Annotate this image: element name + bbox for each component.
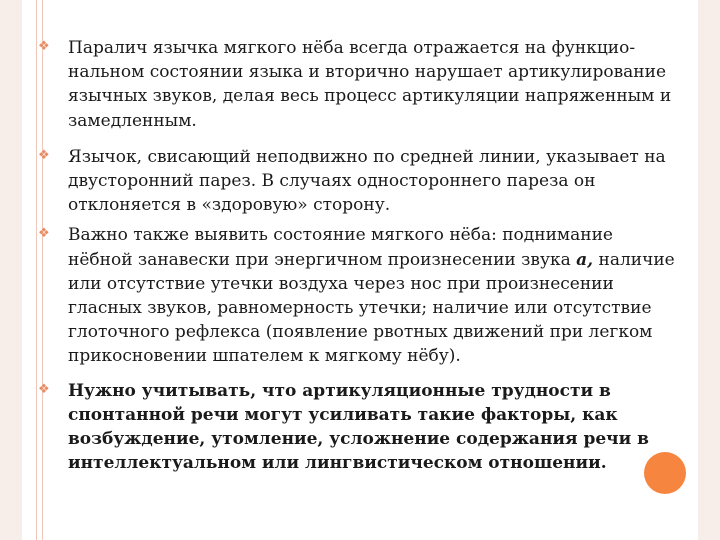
list-item bbox=[38, 223, 678, 368]
list-item-text bbox=[68, 223, 678, 368]
bullet-list bbox=[38, 34, 678, 475]
list-item bbox=[38, 379, 678, 476]
diamond-bullet-icon: ❖ bbox=[38, 226, 50, 242]
list-item bbox=[38, 36, 678, 133]
decorative-circle bbox=[644, 452, 686, 494]
diamond-bullet-icon: ❖ bbox=[38, 147, 50, 163]
list-item-text-start: Важно также выявить состояние мягкого нёба: поднимание нёбной занавески при энергичном произнесении звука bbox=[68, 225, 613, 270]
list-item-text: Паралич язычка мягкого нёба всегда отражается на функцио-нальном состоянии языка и вторично нарушает артикулирование язычных звуков, делая весь процесс артикуляции напряженным и замедленным. bbox=[68, 38, 672, 131]
list-item bbox=[38, 145, 678, 218]
list-item-text: Язычок, свисающий неподвижно по средней линии, указывает на двусторонний парез. В случаях одностороннего пареза он отклоняется в «здоровую» сторону. bbox=[68, 146, 666, 216]
diamond-bullet-icon: ❖ bbox=[38, 39, 50, 54]
left-rail-line bbox=[36, 0, 37, 540]
list-item-text: Нужно учитывать, что артикуляционные трудности в спонтанной речи могут усиливать такие факторы, как возбуждение, утомление, усложнение содержания речи в интеллектуальном или лингвистическом отношении. bbox=[68, 380, 649, 474]
list-item-text-end: наличие или отсутствие утечки воздуха через нос при произнесении гласных звуков, равномерность утечки; наличие или отсутствие глоточного рефлекса (появление рвотных движений при легком прикосновении шпателем к мягкому нёбу). bbox=[68, 249, 675, 367]
diamond-bullet-icon: ❖ bbox=[38, 381, 50, 397]
emphasized-sound: а, bbox=[576, 249, 594, 270]
